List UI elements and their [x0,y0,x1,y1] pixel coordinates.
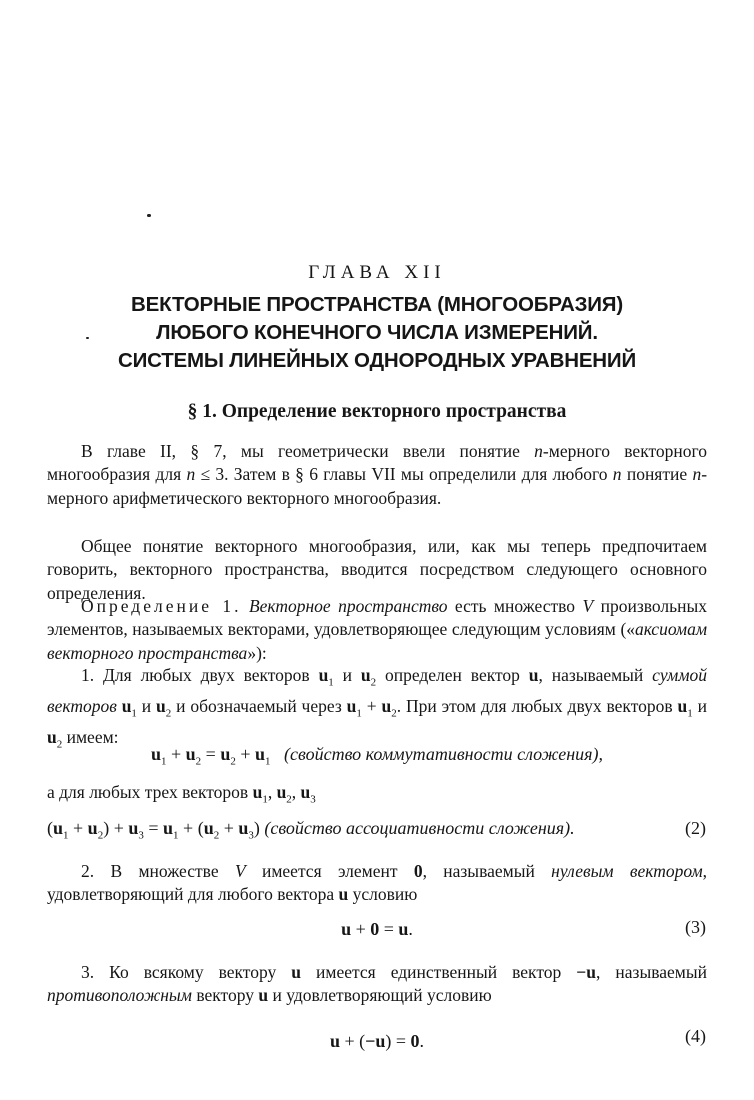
equation-opposite-vector: u + (−u) = 0. [329,1031,425,1051]
axiom-1: 1. Для любых двух векторов $u_1$ и $u_2$ определен вектор u, называемый суммой векторов $u_1$ и $u_2$ и обозначаемый через $u_1 + u_2$. При этом для любых двух векторов $u_1$ и $u_2$ имеем: [47,665,707,751]
axiom-2: 2. В множестве V имеется элемент 0, называемый нулевым вектором, удовлетворяющий для любого вектора u условию [47,861,707,905]
three-vectors-line: а для любых трех векторов $u_1$, $u_2$, $u_3$ [47,782,316,806]
definition-1: Определение 1. Векторное пространство есть множество V произвольных элементов, называемых векторами, удовлетворяющее следующим условиям («аксиомам векторного пространства»): [47,596,707,663]
chapter-label: ГЛАВА XII [308,262,446,283]
equation-zero-vector: u + 0 = u. [341,919,413,939]
section-heading: § 1. Определение векторного пространства [187,401,567,422]
chapter-title-line: ВЕКТОРНЫЕ ПРОСТРАНСТВА (МНОГООБРАЗИЯ) [131,293,623,316]
equation-commutativity: $u_1 + u_2 = u_2 + u_1$ (свойство коммутативности сложения), [150,744,603,768]
equation-number: (4) [685,1026,706,1046]
equation-associativity: $(u_1 + u_2) + u_3 = u_1 + (u_2 + u_3)$ (свойство ассоциативности сложения). [47,818,575,842]
equation-number: (2) [685,818,706,838]
chapter-title-line: ЛЮБОГО КОНЕЧНОГО ЧИСЛА ИЗМЕРЕНИЙ. [156,321,598,344]
paragraph-general: Общее понятие векторного многообразия, или, как мы теперь предпочитаем говорить, векторного пространства, вводится посредством следующего основного определения. [47,536,707,603]
equation-number: (3) [685,917,706,937]
paragraph-intro: В главе II, § 7, мы геометрически ввели понятие n-мерного векторного многообразия для n ≤ 3. Затем в § 6 главы VII мы определили для любого n понятие n-мерного арифметического векторного многообразия. [47,441,708,508]
axiom-3: 3. Ко всякому вектору u имеется единственный вектор −u, называемый противоположным вектору u и удовлетворяющий условию [47,962,707,1006]
ink-speck [147,214,151,217]
chapter-title-line: СИСТЕМЫ ЛИНЕЙНЫХ ОДНОРОДНЫХ УРАВНЕНИЙ [118,349,636,372]
